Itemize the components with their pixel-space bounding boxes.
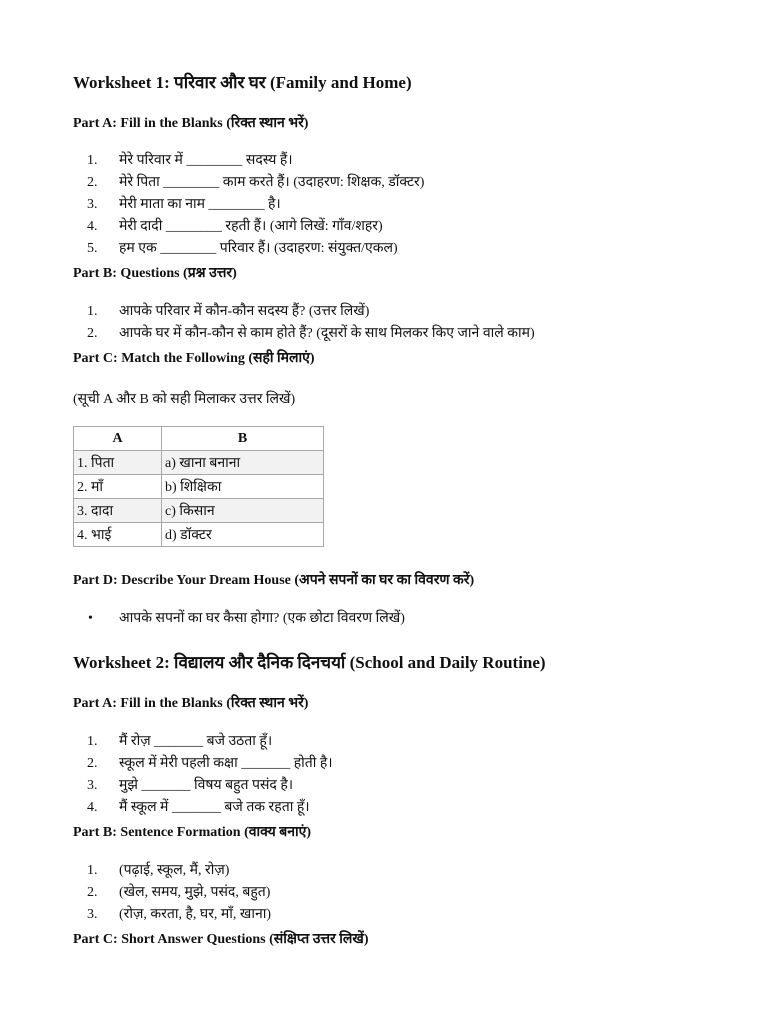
ws2-partB-heading: Part B: Sentence Formation (वाक्य बनाएं) [73,825,312,840]
worksheet-page: Worksheet 1: परिवार और घर (Family and Home) Part A: Fill in the Blanks (रिक्त स्थान भरें) 1. मेरे परिवार में ________ सदस्य हैं। 2. मेरे पिता ________ काम करते हैं। (उदाहरण: शिक्षक, डॉक्टर) 3. मेरी माता का नाम ________ है। 4. मेरी दादी ________ रहती हैं। (आगे लिखें: गाँव/शहर) 5. हम एक ________ परिवार हैं। (उदाहरण: संयुक्त/एकल) Part B: Questions (प्रश्न उत्तर) 1. आपके परिवार में कौन-कौन सदस्य हैं? (उत्तर लिखें) 2. आपके घर में कौन-कौन से काम होते हैं? (दूसरों के साथ मिलकर किए जाने वाले काम) Part C: Match the Following (सही मिलाएं) (सूची A और B को सही मिलाकर उत्तर लिखें) A B 1. पिता a) खाना बनाना 2. माँ b) शिक्षिका 3. दादा c) किसान 4. भाई d) डॉक्टर Part D: Describe Your Dream House (अपने सपनों का घर का विवरण करें) • आपके सपनों का घर कैसा होगा? (एक छोटा विवरण लिखें) Worksheet 2: विद्यालय और दैनिक दिनचर्या (School and Daily Routine) Part A: Fill in the Blanks (रिक्त स्थान भरें) 1. मैं रोज़ _______ बजे उठता हूँ। 2. स्कूल में मेरी पहली कक्षा _______ होती है। 3. मुझे _______ विषय बहुत पसंद है। 4. मैं स्कूल में _______ बजे तक रहता हूँ। Part B: Sentence Formation (वाक्य बनाएं) 1. (पढ़ाई, स्कूल, मैं, रोज़) 2. (खेल, समय, मुझे, पसंद, बहुत) 3. (रोज़, करता, है, घर, माँ, खाना) Part C: Short Answer Questions (संक्षिप्त उत्तर लिखें) [0,0,768,1024]
column-header-b: B [162,427,324,451]
table-header-row [74,427,324,451]
table-row [74,451,324,475]
table-cell: c) किसान [162,499,324,523]
table-row [74,499,324,523]
ws2-partA-heading: Part A: Fill in the Blanks (रिक्त स्थान भरें) [73,696,309,711]
ws1-partC-heading: Part C: Match the Following (सही मिलाएं) [73,351,315,366]
ws1-partC-instruction: (सूची A और B को सही मिलाकर उत्तर लिखें) [73,392,296,407]
ws1-partD-heading: Part D: Describe Your Dream House (अपने सपनों का घर का विवरण करें) [73,573,475,588]
table-cell: 2. माँ [74,475,162,499]
worksheet1-title: Worksheet 1: परिवार और घर (Family and Home) [73,73,412,92]
table-row [74,523,324,547]
table-cell: b) शिक्षिका [162,475,324,499]
table-row [74,475,324,499]
worksheet2-title: Worksheet 2: विद्यालय और दैनिक दिनचर्या (School and Daily Routine) [73,653,546,672]
ws2-partC-heading: Part C: Short Answer Questions (संक्षिप्त उत्तर लिखें) [73,932,369,947]
ws1-partA-heading: Part A: Fill in the Blanks (रिक्त स्थान भरें) [73,116,309,131]
match-table [73,426,324,547]
table-cell: 3. दादा [74,499,162,523]
ws1-partB-heading: Part B: Questions (प्रश्न उत्तर) [73,266,237,281]
table-cell: 4. भाई [74,523,162,547]
column-header-a: A [74,427,162,451]
table-cell: d) डॉक्टर [162,523,324,547]
bullet-icon: • [88,611,93,626]
table-cell: a) खाना बनाना [162,451,324,475]
table-cell: 1. पिता [74,451,162,475]
